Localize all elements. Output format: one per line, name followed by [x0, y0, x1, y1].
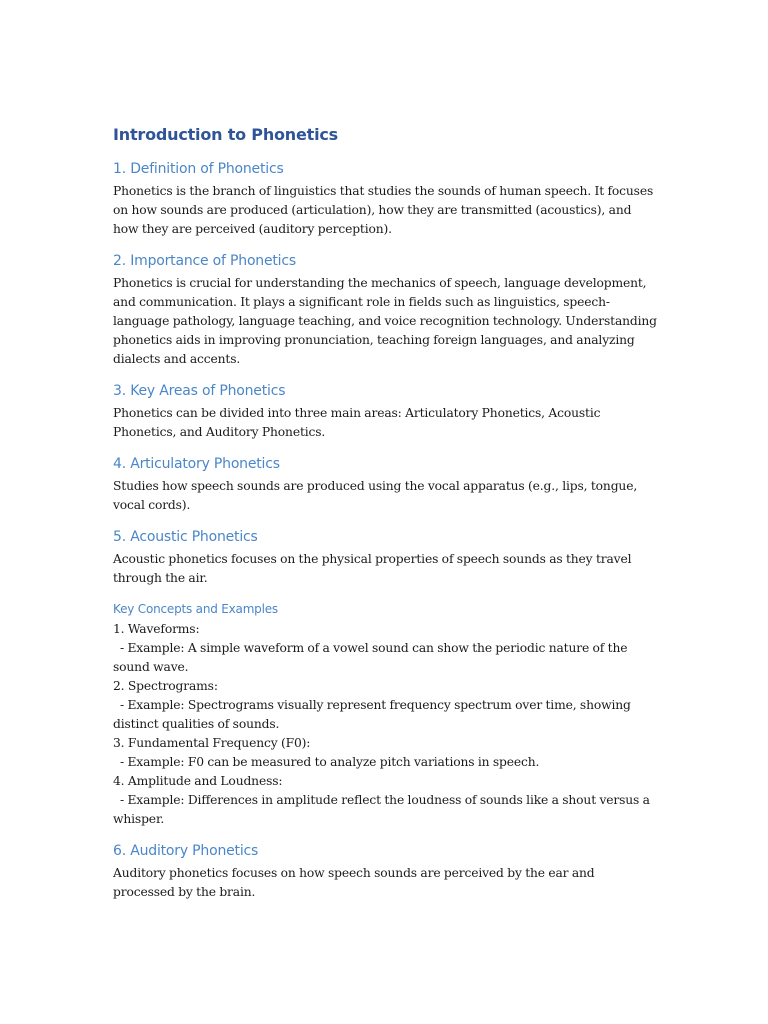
section-articulatory [113, 454, 658, 515]
section-heading: 5. Acoustic Phonetics [113, 529, 258, 545]
section-heading: 4. Articulatory Phonetics [113, 456, 280, 472]
key-concepts-list [113, 620, 658, 829]
document-title: Introduction to Phonetics [113, 125, 338, 144]
section-paragraph: Acoustic phonetics focuses on the physical properties of speech sounds as they travel through the air. [113, 552, 632, 585]
document-page [113, 124, 658, 914]
section-key-areas [113, 381, 658, 442]
concept-label: 1. Waveforms: [113, 622, 200, 636]
section-definition [113, 159, 658, 239]
concept-label: 2. Spectrograms: [113, 679, 218, 693]
section-paragraph: Auditory phonetics focuses on how speech sounds are perceived by the ear and processed by the brain. [113, 866, 595, 899]
section-heading: 1. Definition of Phonetics [113, 161, 284, 177]
concept-example: - Example: Spectrograms visually represent frequency spectrum over time, showing distinct qualities of sounds. [113, 698, 631, 731]
key-concepts-section [113, 600, 658, 829]
section-heading: 3. Key Areas of Phonetics [113, 383, 286, 399]
section-heading: 6. Auditory Phonetics [113, 843, 259, 859]
section-paragraph: Phonetics is the branch of linguistics that studies the sounds of human speech. It focuses on how sounds are produced (articulation), how they are transmitted (acoustics), and how they are perceived (auditory perception). [113, 184, 654, 236]
section-paragraph: Phonetics is crucial for understanding the mechanics of speech, language development, and communication. It plays a significant role in fields such as linguistics, speech-language pathology, language teaching, and voice recognition technology. Understanding phonetics aids in improving pronunciation, teaching foreign languages, and analyzing dialects and accents. [113, 276, 657, 366]
section-heading: 2. Importance of Phonetics [113, 253, 296, 269]
section-importance [113, 251, 658, 369]
section-auditory [113, 841, 658, 902]
concept-label: 4. Amplitude and Loudness: [113, 774, 283, 788]
concept-label: 3. Fundamental Frequency (F0): [113, 736, 311, 750]
section-acoustic [113, 527, 658, 588]
concept-example: - Example: A simple waveform of a vowel sound can show the periodic nature of the sound wave. [113, 641, 628, 674]
section-paragraph: Studies how speech sounds are produced using the vocal apparatus (e.g., lips, tongue, vocal cords). [113, 479, 638, 512]
concept-example: - Example: F0 can be measured to analyze pitch variations in speech. [120, 755, 540, 769]
concept-example: - Example: Differences in amplitude reflect the loudness of sounds like a shout versus a whisper. [113, 793, 650, 826]
key-concepts-heading: Key Concepts and Examples [113, 602, 278, 616]
section-paragraph: Phonetics can be divided into three main areas: Articulatory Phonetics, Acoustic Phonetics, and Auditory Phonetics. [113, 406, 601, 439]
